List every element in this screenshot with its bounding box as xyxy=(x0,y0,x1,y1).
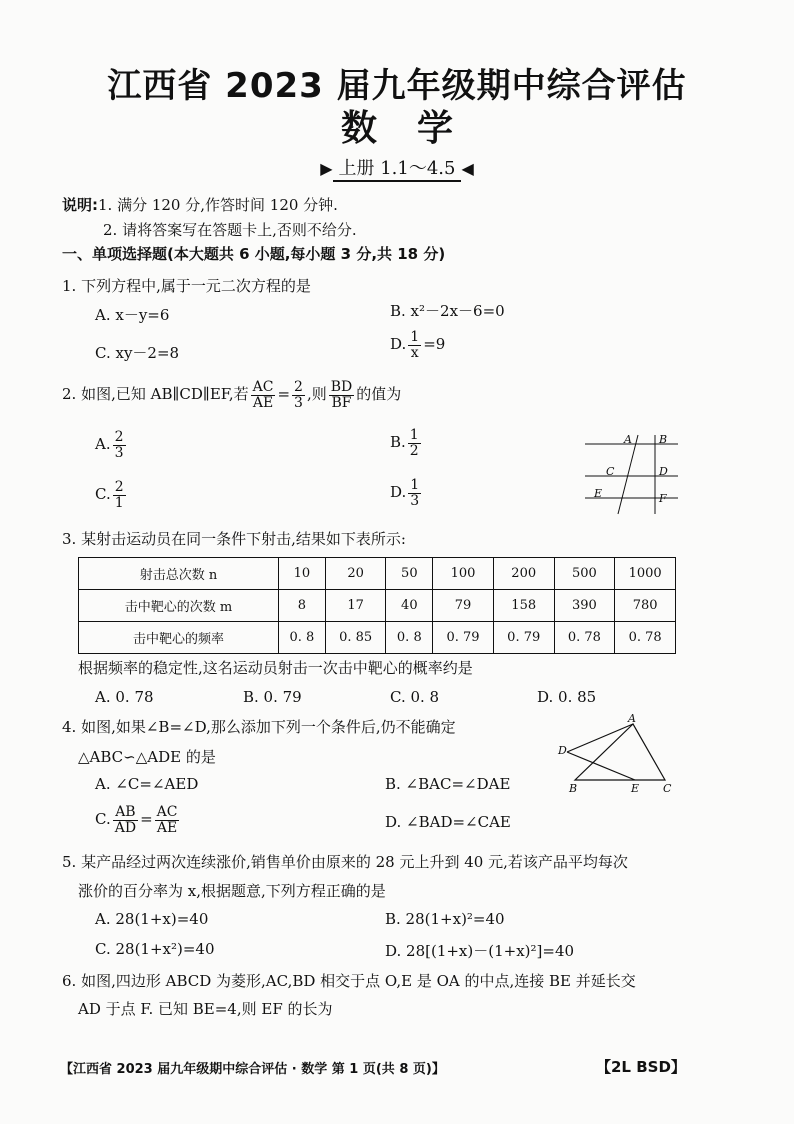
fig2-label-b: B xyxy=(659,433,668,446)
table-row xyxy=(79,558,676,590)
q5-option-c: C. 28(1+x²)=40 xyxy=(95,940,215,958)
q1-option-b: B. x²－2x－6=0 xyxy=(390,302,505,320)
fig4-label-e: E xyxy=(631,782,640,795)
exam-subject: 数学 xyxy=(340,108,493,149)
paper-code: 【2L BSD】 xyxy=(596,1058,686,1076)
instructions-item-1: 1. 满分 120 分,作答时间 120 分钟. xyxy=(98,196,338,214)
table-cell: 0. 78 xyxy=(554,622,615,654)
triangle-figure xyxy=(555,712,680,796)
q1-stem: 1. 下列方程中,属于一元二次方程的是 xyxy=(62,277,311,295)
fig4-label-b: B xyxy=(569,782,578,795)
table-cell: 40 xyxy=(386,590,433,622)
table-cell: 0. 79 xyxy=(493,622,554,654)
instructions-line-1 xyxy=(62,194,338,215)
fig2-label-f: F xyxy=(659,492,667,505)
q3-follow-text: 根据频率的稳定性,这名运动员射击一次击中靶心的概率约是 xyxy=(78,659,473,677)
q2-option-a: A. $\frac{2}{3}$ xyxy=(95,429,124,461)
scope-text: 上册 1.1～4.5 xyxy=(333,158,462,182)
q6-stem-2: AD 于点 F. 已知 BE=4,则 EF 的长为 xyxy=(78,1000,333,1018)
table-cell: 100 xyxy=(433,558,494,590)
q2-stem: 2. 如图,已知 AB∥CD∥EF,若 $\frac{AC}{AE}$ = $\frac{2}{3}$ ,则 $\frac{BD}{BF}$ 的值为 xyxy=(62,379,402,411)
table-row xyxy=(79,622,676,654)
q4-stem-2: △ABC∽△ADE 的是 xyxy=(78,748,216,766)
table-cell: 0. 78 xyxy=(615,622,676,654)
table-cell: 79 xyxy=(433,590,494,622)
table-cell: 200 xyxy=(493,558,554,590)
fig2-label-e: E xyxy=(594,487,603,500)
q1-option-c: C. xy－2=8 xyxy=(95,344,180,362)
table-cell: 158 xyxy=(493,590,554,622)
table-cell: 500 xyxy=(554,558,615,590)
q4-option-d: D. ∠BAD=∠CAE xyxy=(385,813,511,831)
table-cell: 0. 79 xyxy=(433,622,494,654)
fig4-label-d: D xyxy=(558,744,567,757)
q2-option-d: D. $\frac{1}{3}$ xyxy=(390,477,420,509)
table-cell: 8 xyxy=(279,590,326,622)
q1-option-d: D. $\frac{1}{x}$ =9 xyxy=(390,329,446,361)
exam-scope xyxy=(0,154,794,180)
q3-option-c: C. 0. 8 xyxy=(390,688,440,706)
q4-option-a: A. ∠C=∠AED xyxy=(95,775,199,793)
fig4-label-a: A xyxy=(628,712,636,725)
q5-stem-2: 涨价的百分率为 x,根据题意,下列方程正确的是 xyxy=(78,882,386,900)
table-cell: 50 xyxy=(386,558,433,590)
row-label: 击中靶心的次数 m xyxy=(79,590,279,622)
q1-option-a: A. x－y=6 xyxy=(95,306,170,324)
table-row xyxy=(79,590,676,622)
q5-option-d: D. 28[(1+x)－(1+x)²]=40 xyxy=(385,942,575,960)
q2-option-c: C. $\frac{2}{1}$ xyxy=(95,479,124,511)
page-footer: 【江西省 2023 届九年级期中综合评估 · 数学 第 1 页(共 8 页)】 xyxy=(60,1062,445,1077)
q5-option-a: A. 28(1+x)=40 xyxy=(95,910,209,928)
table-cell: 1000 xyxy=(615,558,676,590)
shooting-table xyxy=(78,557,676,654)
q4-option-c: C. $\frac{AB}{AD}$ = $\frac{AC}{AE}$ xyxy=(95,804,178,836)
parallel-lines-figure xyxy=(580,432,680,516)
table-cell: 0. 8 xyxy=(279,622,326,654)
q4-option-b: B. ∠BAC=∠DAE xyxy=(385,775,511,793)
section-title: 一、单项选择题(本大题共 6 小题,每小题 3 分,共 18 分) xyxy=(62,245,446,263)
row-label: 射击总次数 n xyxy=(79,558,279,590)
q5-option-b: B. 28(1+x)²=40 xyxy=(385,910,505,928)
table-cell: 17 xyxy=(325,590,386,622)
q5-stem-1: 5. 某产品经过两次连续涨价,销售单价由原来的 28 元上升到 40 元,若该产品平均每次 xyxy=(62,853,628,871)
table-cell: 20 xyxy=(325,558,386,590)
fig2-label-c: C xyxy=(606,465,615,478)
q4-stem-1: 4. 如图,如果∠B=∠D,那么添加下列一个条件后,仍不能确定 xyxy=(62,718,456,736)
q6-stem-1: 6. 如图,四边形 ABCD 为菱形,AC,BD 相交于点 O,E 是 OA 的中点,连接 BE 并延长交 xyxy=(62,972,636,990)
q3-option-a: A. 0. 78 xyxy=(95,688,154,706)
table-cell: 0. 8 xyxy=(386,622,433,654)
instructions-item-2: 2. 请将答案写在答题卡上,否则不给分. xyxy=(103,221,357,239)
table-cell: 390 xyxy=(554,590,615,622)
row-label: 击中靶心的频率 xyxy=(79,622,279,654)
q3-option-b: B. 0. 79 xyxy=(243,688,302,706)
fig4-label-c: C xyxy=(663,782,672,795)
left-triangle-icon: ◀ xyxy=(461,159,474,178)
table-cell: 0. 85 xyxy=(325,622,386,654)
instructions-label: 说明: xyxy=(62,196,98,214)
q3-option-d: D. 0. 85 xyxy=(537,688,597,706)
table-cell: 780 xyxy=(615,590,676,622)
q3-stem: 3. 某射击运动员在同一条件下射击,结果如下表所示: xyxy=(62,530,406,548)
right-triangle-icon: ▶ xyxy=(320,159,333,178)
table-cell: 10 xyxy=(279,558,326,590)
fig2-label-d: D xyxy=(659,465,668,478)
q2-option-b: B. $\frac{1}{2}$ xyxy=(390,427,419,459)
exam-title: 江西省 2023 届九年级期中综合评估 xyxy=(107,66,687,106)
fig2-label-a: A xyxy=(624,433,632,446)
